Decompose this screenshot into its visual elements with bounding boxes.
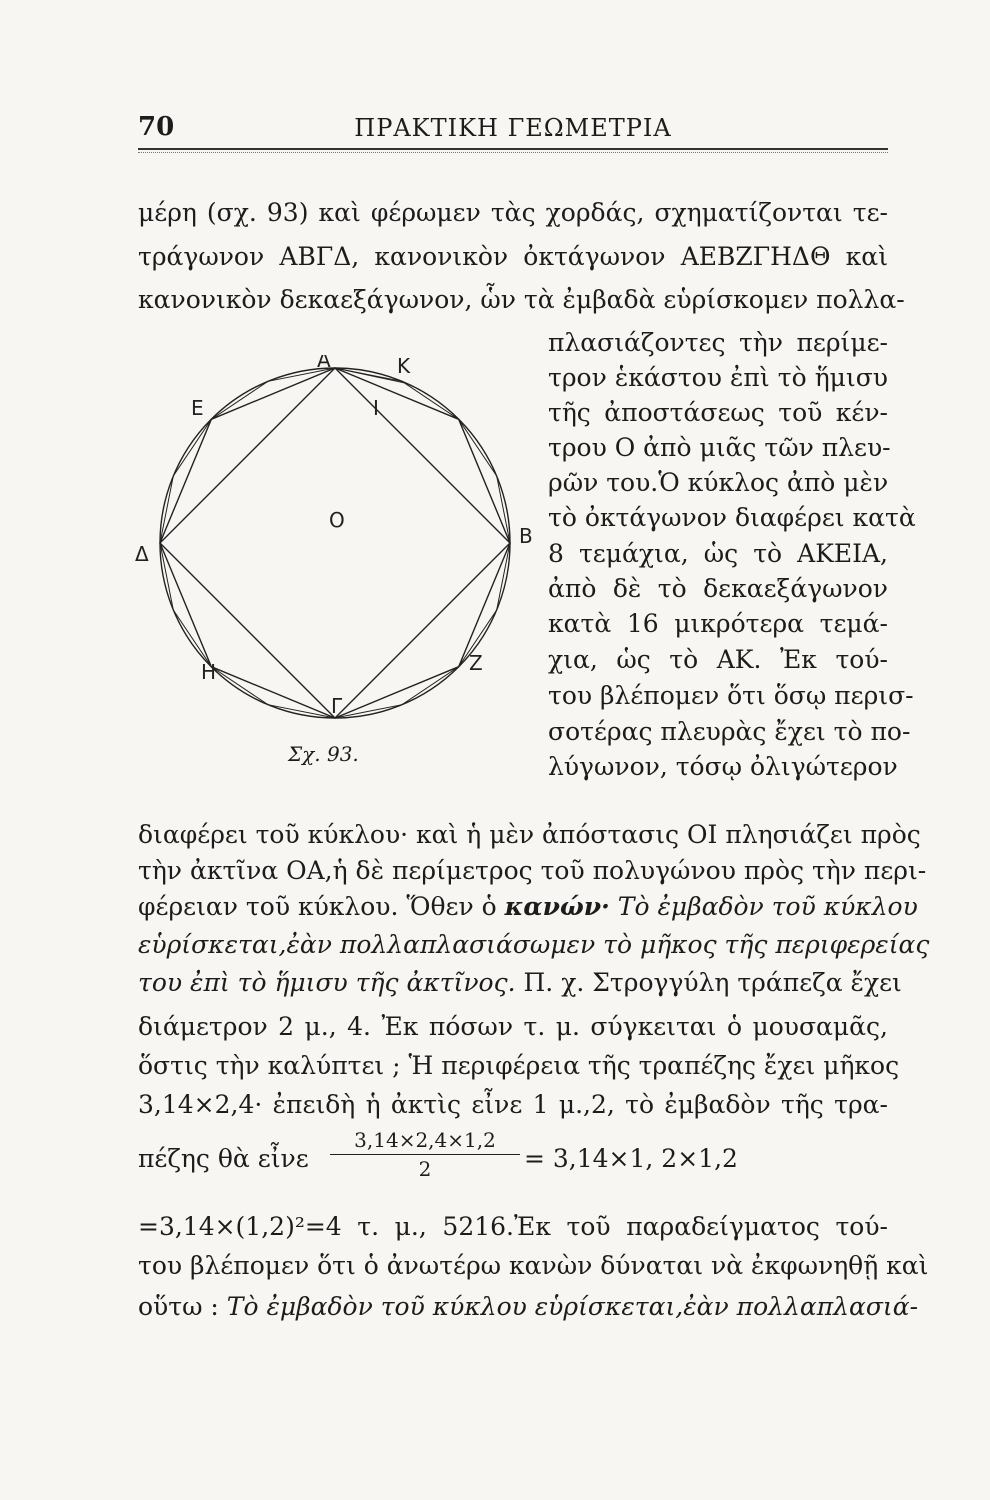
rule-text: του ἐπὶ τὸ ἥμισυ τῆς ἀκτῖνος. bbox=[138, 968, 516, 997]
text-line: χια, ὡς τὸ ΑΚ. Ἐκ τού- bbox=[548, 645, 888, 674]
text-line: διάμετρον 2 μ., 4. Ἐκ πόσων τ. μ. σύγκειται ὁ μουσαμᾶς, bbox=[138, 1012, 888, 1041]
label-I: Ι bbox=[373, 396, 379, 420]
text-line: ὅστις τὴν καλύπτει ; Ἡ περιφέρεια τῆς τραπέζης ἔχει μῆκος bbox=[138, 1051, 900, 1080]
text-line: τὴν ἀκτῖνα ΟΑ,ἡ δὲ περίμετρος τοῦ πολυγώνου πρὸς τὴν περι- bbox=[138, 856, 927, 885]
label-A: Α bbox=[317, 355, 331, 372]
rule-text: Τὸ ἐμβαδὸν τοῦ κύκλου bbox=[609, 892, 918, 921]
text-line: κανονικὸν δεκαεξάγωνον, ὧν τὰ ἐμβαδὰ εὑρίσκομεν πολλα- bbox=[138, 285, 905, 314]
text-line: κατὰ 16 μικρότερα τεμά- bbox=[548, 609, 888, 638]
text-line: = 3,14×1, 2×1,2 bbox=[524, 1144, 738, 1173]
text-line: =3,14×(1,2)²=4 τ. μ., 5216.Ἐκ τοῦ παραδείγματος τού- bbox=[138, 1212, 888, 1241]
text-line: του βλέπομεν ὅτι ὁ ἀνωτέρω κανὼν δύναται νὰ ἐκφωνηθῇ καὶ bbox=[138, 1251, 929, 1280]
text-line: εὑρίσκεται,ἐὰν πολλαπλασιάσωμεν τὸ μῆκος τῆς περιφερείας bbox=[138, 930, 930, 959]
fraction-denominator: 2 bbox=[418, 1157, 432, 1181]
text-span: οὕτω : bbox=[138, 1292, 227, 1321]
figure-93 bbox=[135, 355, 535, 720]
text-line bbox=[138, 966, 902, 1000]
text-line: τῆς ἀποστάσεως τοῦ κέν- bbox=[548, 398, 888, 427]
text-line: μέρη (σχ. 93) καὶ φέρωμεν τὰς χορδάς, σχηματίζονται τε- bbox=[138, 198, 888, 227]
rule-keyword: κανών· bbox=[504, 892, 610, 921]
text-span: φέρειαν τοῦ κύκλου. Ὅθεν ὁ bbox=[138, 892, 505, 921]
label-G: Γ bbox=[331, 694, 343, 718]
page-number: 70 bbox=[138, 112, 175, 142]
text-line: τρου Ο ἀπὸ μιᾶς τῶν πλευ- bbox=[548, 433, 891, 462]
fraction-numerator: 3,14×2,4×1,2 bbox=[330, 1128, 520, 1155]
running-title: ΠΡΑΚΤΙΚΗ ΓΕΩΜΕΤΡΙΑ bbox=[354, 114, 672, 142]
text-line: του βλέπομεν ὅτι ὅσῳ περισ- bbox=[548, 681, 914, 710]
page-header bbox=[138, 112, 888, 146]
fraction bbox=[330, 1128, 520, 1181]
header-rule-dotted bbox=[138, 152, 888, 153]
text-line: διαφέρει τοῦ κύκλου· καὶ ἡ μὲν ἀπόστασις ΟΙ πλησιάζει πρὸς bbox=[138, 820, 921, 849]
text-line: λύγωνον, τόσῳ ὀλιγώτερον bbox=[548, 752, 898, 781]
label-H: Η bbox=[201, 660, 217, 684]
label-B: Β bbox=[519, 524, 533, 548]
inscribed-polygons-diagram bbox=[135, 355, 535, 720]
figure-caption: Σχ. 93. bbox=[288, 742, 359, 766]
text-line bbox=[138, 890, 918, 924]
label-K: Κ bbox=[397, 355, 411, 378]
label-Z: Ζ bbox=[469, 651, 483, 675]
text-line: σοτέρας πλευρὰς ἔχει τὸ πο- bbox=[548, 717, 911, 746]
text-span: Π. χ. Στρογγύλη τράπεζα ἔχει bbox=[515, 968, 902, 997]
label-E: Ε bbox=[191, 396, 204, 420]
rule-text: Τὸ ἐμβαδὸν τοῦ κύκλου εὑρίσκεται,ἐὰν πολλαπλασιά- bbox=[226, 1292, 919, 1321]
text-line: τὸ ὀκτάγωνον διαφέρει κατὰ bbox=[548, 503, 916, 532]
label-D: Δ bbox=[135, 542, 149, 566]
text-line: 8 τεμάχια, ὡς τὸ ΑΚΕΙΑ, bbox=[548, 539, 888, 568]
text-line: πλασιάζοντες τὴν περίμε- bbox=[548, 328, 888, 357]
text-line: ἀπὸ δὲ τὸ δεκαεξάγωνον bbox=[548, 574, 888, 603]
label-O: Ο bbox=[329, 508, 345, 532]
text-line: τρον ἑκάστου ἐπὶ τὸ ἥμισυ bbox=[548, 363, 888, 392]
text-line bbox=[138, 1290, 919, 1324]
text-line: πέζης θὰ εἶνε bbox=[138, 1144, 309, 1173]
text-line: 3,14×2,4· ἐπειδὴ ἡ ἀκτὶς εἶνε 1 μ.,2, τὸ ἐμβαδὸν τῆς τρα- bbox=[138, 1090, 888, 1119]
header-rule bbox=[138, 148, 888, 150]
text-line: ρῶν του.Ὁ κύκλος ἀπὸ μὲν bbox=[548, 468, 889, 497]
radius-line bbox=[335, 368, 405, 383]
text-line: τράγωνον ΑΒΓΔ, κανονικὸν ὀκτάγωνον ΑΕΒΖΓΗΔΘ καὶ bbox=[138, 242, 888, 271]
